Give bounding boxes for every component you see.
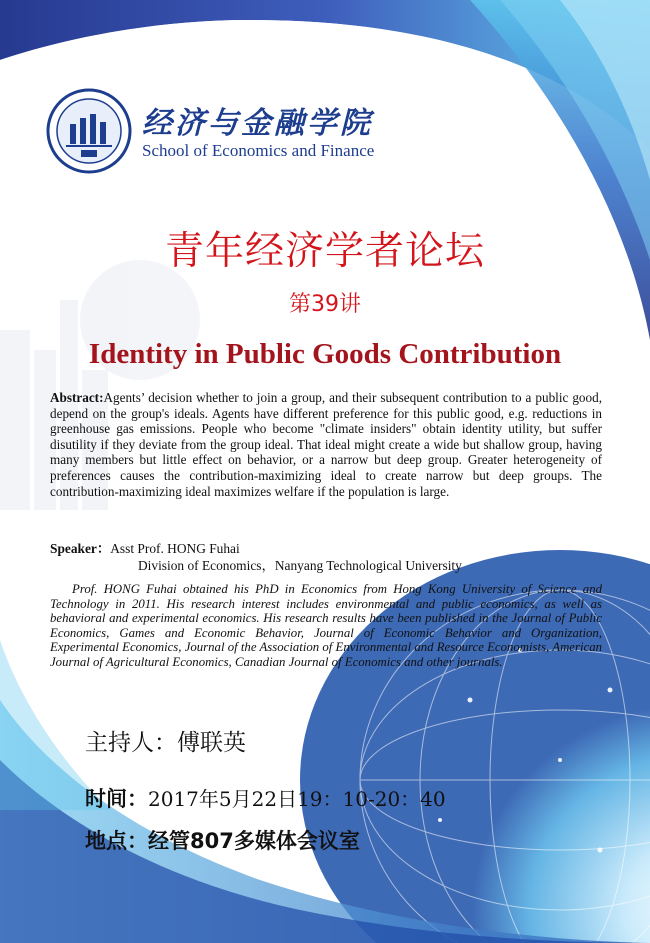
school-name-en: School of Economics and Finance [142,141,375,160]
school-name-cn: 经济与金融学院 [142,106,373,141]
speaker-bio: Prof. HONG Fuhai obtained his PhD in Economics from Hong Kong University of Science and Technology in 2011. His research interest includes environmental and public economics, as well as behavioral and experimental economics. His research results have been published in the Journal of Public Economics, Games and Economic Behavior, Journal of Economic Behavior and Organization, Experimental Economics, Journal of the Association of Environmental and Resource Economists, American Journal of Agricultural Economics, Canadian Journal of Economics and other journals. [50,582,602,669]
lecture-number: 第39讲 [289,292,361,317]
abstract-text: Agents’ decision whether to join a group, and their subsequent contribution to a public good, depend on the group's ideals. Agents have different preference for this public good, e.g. reductions in greenhouse gas emissions. People who become "climate insiders" obtain identity utility, but suffer disutility if they deviate from the group ideal. That ideal might create a wide but shallow group, having many members but little effect on behavior, or a narrow but deep group. Greater heterogeneity of preferences causes the contribution-maximizing ideal to create narrow but deep groups. The contribution-maximizing ideal maximizes welfare if the population is large. [50,390,602,499]
university-emblem-icon [46,88,132,174]
speaker-affiliation: Division of Economics，Nanyang Technological University [138,558,462,573]
time-value: 2017年5月22日19：10-20：40 [148,787,446,811]
host-label: 主持人： [85,730,177,756]
time-line [85,783,446,813]
host-name: 傅联英 [177,730,246,756]
abstract-label: Abstract: [50,390,104,405]
time-label: 时间： [85,787,148,811]
place-line [85,825,360,855]
place-label: 地点： [85,829,148,853]
abstract [50,390,602,499]
place-value: 经管807多媒体会议室 [148,829,360,853]
speaker-label: Speaker： [50,541,111,556]
speaker-block [50,540,462,574]
talk-title: Identity in Public Goods Contribution [88,338,562,370]
forum-title: 青年经济学者论坛 [164,229,485,274]
speaker-name: Asst Prof. HONG Fuhai [110,541,240,556]
host-line [85,724,246,757]
